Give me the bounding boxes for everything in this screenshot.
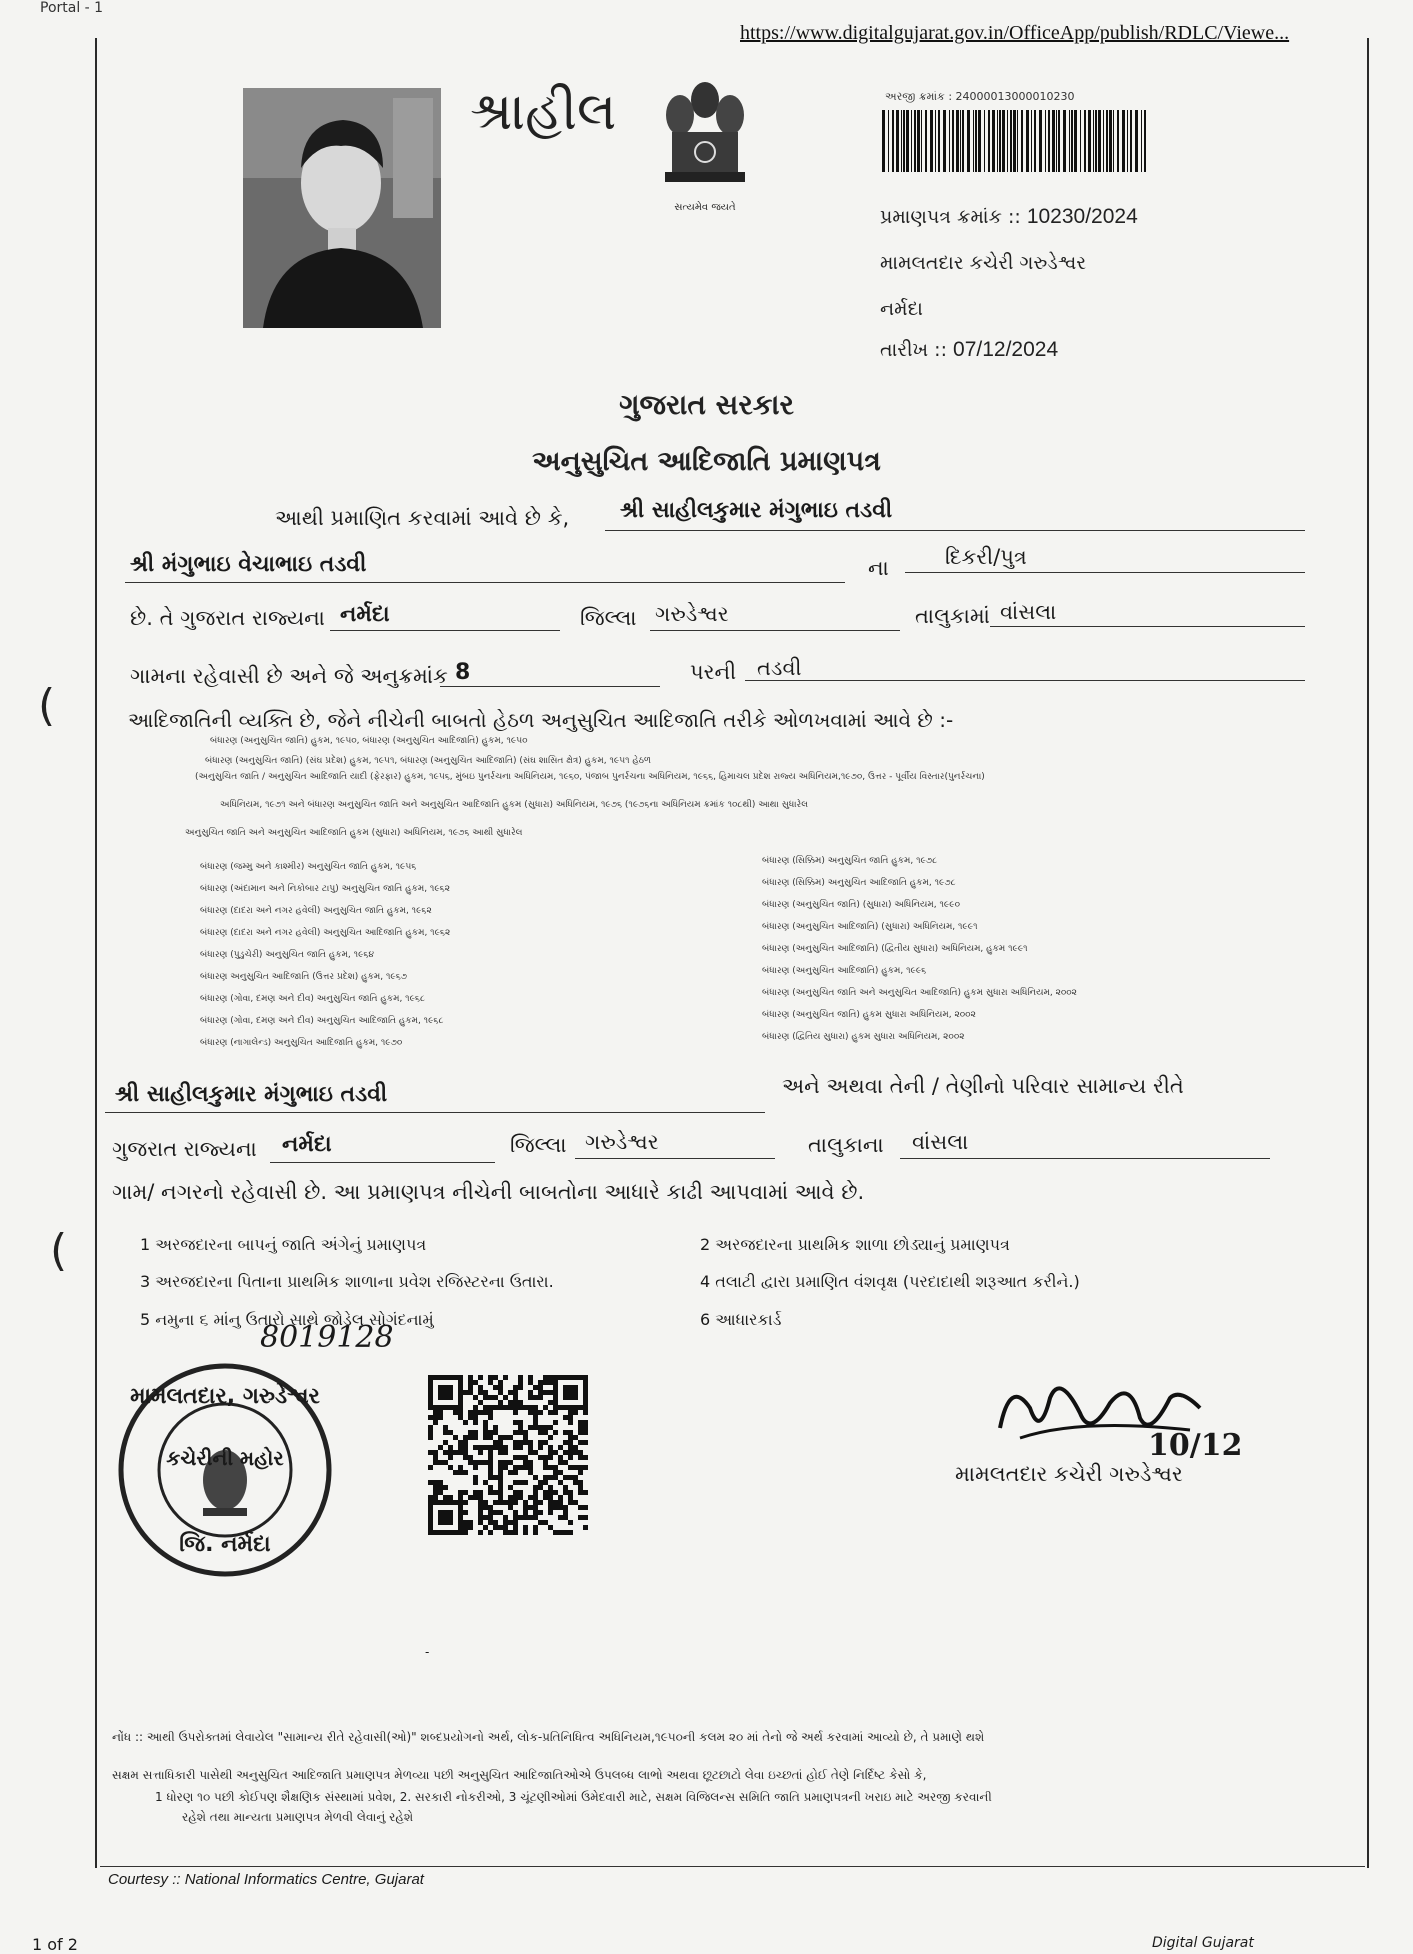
certificate-title: અનુસુચિત આદિજાતિ પ્રમાણપત્ર [532, 446, 881, 477]
document-item: 2 અરજદારના પ્રાથમિક શાળા છોડ્યાનું પ્રમાણપત્ર [700, 1235, 1010, 1254]
resident-text: ગામના રહેવાસી છે અને જે અનુક્રમાંક [130, 664, 448, 688]
seal-ring-text: મામલતદાર, ગરુડેશ્વર [130, 1384, 320, 1409]
date-row [880, 338, 1058, 362]
signing-office: મામલતદાર કચેરી ગરુડેશ્વર [955, 1462, 1183, 1486]
order-right-item: બંધારણ (અનુસુચિત આદિજાતિ) (સુધારા) અધિનિયમ, ૧૯૯૧ [762, 922, 978, 932]
relation-underline [905, 572, 1305, 573]
order-right-item: બંધારણ (અનુસુચિત આદિજાતિ) હુકમ, ૧૯૯૬ [762, 966, 927, 976]
issuing-district: નર્મદા [880, 298, 923, 320]
order-top-3: (અનુસુચિત જાતિ / અનુસુચિત આદિજાતિ યાદી (ફેરફાર) હુકમ, ૧૯૫૬, મુંબઇ પુનર્રચના અધિનિયમ, ૧૯૬૦, પંજાબ પુનર્રચના અધિનિયમ, ૧૯૬૬, હિમાચલ પ્રદેશ રાજ્ય અધિનિયમ,૧૯૭૦, ઉત્તર - પૂર્વીય વિસ્તાર(પુનર્રચના) [195, 772, 985, 782]
orders-right-list [762, 856, 1077, 1054]
order-left-item: બંધારણ (જમ્મુ અને કાશ્મીર) અનુસુચિત જાતિ હુકમ, ૧૯૫૬ [200, 862, 417, 872]
orders-left-list [200, 862, 450, 1060]
order-left-item: બંધારણ (પુડુચેરી) અનુસુચિત જાતિ હુકમ, ૧૯૬૪ [200, 950, 375, 960]
order-left-item: બંધારણ (નાગાલેન્ડ) અનુસુચિત આદિજાતિ હુકમ, ૧૯૭૦ [200, 1038, 403, 1048]
order-top-4: અધિનિયમ, ૧૯૭૧ અને બંધારણ અનુસુચિત જાતિ અને અનુસુચિત આદિજાતિ હુકમ (સુધારા) અધિનિયમ, ૧૯૭૬ (૧૯૭૬ના અધિનિયમ ક્રમાંક ૧૦૮થી) આથા સુધારેલ [220, 800, 808, 810]
order-left-item: બંધારણ (અંદામાન અને નિકોબાર ટાપુ) અનુસુચિત જાતિ હુકમ, ૧૯૬૨ [200, 884, 450, 894]
order-left-item: બંધારણ અનુસુચિત આદિજાતિ (ઉત્તર પ્રદેશ) હુકમ, ૧૯૬૭ [200, 972, 407, 982]
cert-no: 10230/2024 [1026, 205, 1138, 228]
tribe-text: આદિજાતિની વ્યક્તિ છે, જેને નીચેની બાબતો હેઠળ અનુસુચિત આદિજાતિ તરીકે ઓળખવામાં આવે છે :- [128, 708, 954, 732]
order-left-item: બંધારણ (દાદરા અને નગર હવેલી) અનુસુચિત જાતિ હુકમ, ૧૯૬૨ [200, 906, 432, 916]
cert-no-label: પ્રમાણપત્ર ક્રમાંક :: [880, 206, 1021, 228]
serial-underline [440, 686, 660, 687]
handwritten-number: 8019128 [260, 1320, 394, 1355]
order-right-item: બંધારણ (અનુસુચિત જાતિ) હુકમ સુધારા અધિનિયમ, ૨૦૦૨ [762, 1010, 976, 1020]
document-item: 3 અરજદારના પિતાના પ્રાથમિક શાળાના પ્રવેશ રજિસ્ટરના ઉતારા. [140, 1272, 554, 1291]
office-seal [115, 1360, 335, 1580]
applicant-name: શ્રી સાહીલકુમાર મંગુભાઇ તડવી [620, 498, 893, 523]
issuing-office: મામલતદાર કચેરી ગરુડેશ્વર [880, 252, 1087, 274]
applicant-signature: શ્રાહીલ [470, 82, 617, 142]
footer-note-2: સક્ષમ સત્તાધિકારી પાસેથી અનુસુચિત આદિજાતિ પ્રમાણપત્ર મેળવ્યા પછી અનુસુચિત આદિજાતિઓએ ઉપલબ્ધ લાભો અથવા છૂટછાટો લેવા ઇચ્છતાં હોઈ તેણે નિર્દિષ્ટ કેસો કે, [112, 1768, 927, 1782]
taluka-label: તાલુકામાં [915, 604, 990, 628]
second-district-underline [270, 1162, 495, 1163]
qr-code[interactable] [428, 1375, 588, 1535]
order-top-5: અનુસુચિત જાતિ અને અનુસુચિત આદિજાતિ હુકમ (સુધારા) અધિનિયમ, ૧૯૭૬ આથી સુધારેલ [185, 828, 523, 838]
hole-punch-mark: ( [38, 680, 56, 731]
footer-note-4: રહેશે તથા માન્યતા પ્રમાણપત્ર મેળવી લેવાનું રહેશે [182, 1810, 414, 1824]
order-right-item: બંધારણ (અનુસુચિત આદિજાતિ) (દ્વિતીય સુધારા) અધિનિયમ, હુકમ ૧૯૯૧ [762, 944, 1028, 954]
footer-divider [100, 1866, 1365, 1867]
order-right-item: બંધારણ (સિક્કિમ) અનુસુચિત આદિજાતિ હુકમ, ૧૯૭૮ [762, 878, 956, 888]
tribe-underline [745, 680, 1305, 681]
order-top-2: બંધારણ (અનુસુચિત જાતિ) (સંઘ પ્રદેશ) હુકમ, ૧૯૫૧, બંધારણ (અનુસુચિત આદિજાતિ) (સંઘ શાસિત ક્ષેત્ર) હુકમ, ૧૯૫૧ હેઠળ [205, 756, 652, 766]
digital-gujarat-text: Digital Gujarat [1152, 1935, 1254, 1951]
basis-text: ગામ/ નગરનો રહેવાસી છે. આ પ્રમાણપત્ર નીચેની બાબતોના આધારે કાઢી આપવામાં આવે છે. [112, 1180, 865, 1204]
second-applicant-name: શ્રી સાહીલકુમાર મંગુભાઇ તડવી [115, 1082, 388, 1107]
order-top-1: બંધારણ (અનુસુચિત જાતિ) હુકમ, ૧૯૫૦, બંધારણ (અનુસુચિત આદિજાતિ) હુકમ, ૧૯૫૦ [210, 736, 528, 746]
second-state-text: ગુજરાત રાજ્યના [112, 1137, 257, 1161]
name-underline [605, 530, 1305, 531]
second-village-value: વાંસલા [912, 1130, 969, 1154]
hole-punch-mark: ( [50, 1225, 68, 1276]
footer-note-1: નોંધ :: આથી ઉપરોક્તમાં લેવાયેલ "સામાન્ય રીતે રહેવાસી(ઓ)" શબ્દપ્રયોગનો અર્થ, લોક-પ્રતિનિધિત્વ અધિનિયમ,૧૯૫૦ની કલમ ૨૦ માં તેનો જે અર્થ કરવામાં આવ્યો છે, તે પ્રમાણે થશે [112, 1730, 985, 1744]
barcode [880, 110, 1150, 172]
second-name-underline [105, 1112, 765, 1113]
cert-no-row [880, 205, 1138, 229]
courtesy-text: Courtesy :: National Informatics Centre, Gujarat [108, 1871, 424, 1888]
na-text: ના [868, 556, 889, 580]
tribe-value: તડવી [757, 656, 802, 680]
document-item: 4 તલાટી દ્વારા પ્રમાણિત વંશવૃક્ષ (પરદાદાથી શરૂઆત કરીને.) [700, 1272, 1080, 1291]
date-label: તારીખ :: [880, 339, 947, 361]
order-right-item: બંધારણ (સિક્કિમ) અનુસુચિત જાતિ હુકમ, ૧૯૭૮ [762, 856, 938, 866]
second-district-value: નર્મદા [282, 1132, 332, 1157]
seal-bottom-text: જિ. નર્મદા [179, 1532, 271, 1557]
issue-date: 07/12/2024 [953, 338, 1059, 361]
order-right-item: બંધારણ (દ્વિતિય સુધારા) હુકમ સુધારા અધિનિયમ, ૨૦૦૨ [762, 1032, 965, 1042]
serial-number: 8 [455, 660, 471, 685]
father-name: શ્રી મંગુભાઇ વેચાભાઇ તડવી [130, 552, 367, 577]
state-text: છે. તે ગુજરાત રાજ્યના [130, 606, 325, 630]
second-taluka-underline [575, 1158, 775, 1159]
taluka-underline [650, 630, 900, 631]
second-village-underline [900, 1158, 1270, 1159]
order-right-item: બંધારણ (અનુસુચિત જાતિ અને અનુસુચિત આદિજાતિ) હુકમ સુધારા અધિનિયમ, ૨૦૦૨ [762, 988, 1077, 998]
order-right-item: બંધારણ (અનુસુચિત જાતિ) (સુધારા) અધિનિયમ, ૧૯૯૦ [762, 900, 960, 910]
national-emblem-icon [650, 70, 760, 220]
applicant-photo [243, 88, 441, 328]
document-item: 6 આધારકાર્ડ [700, 1310, 782, 1329]
source-url[interactable]: https://www.digitalgujarat.gov.in/OfficeApp/publish/RDLC/Viewe... [740, 22, 1290, 44]
district-value: નર્મદા [340, 602, 390, 627]
second-taluka-value: ગરુડેશ્વર [585, 1130, 659, 1154]
second-taluka-label: તાલુકાના [808, 1133, 884, 1157]
second-district-label: જિલ્લા [510, 1133, 567, 1157]
certify-text: આથી પ્રમાણિત કરવામાં આવે છે કે, [275, 506, 570, 530]
document-item: 5 નમુના ૬ માંનુ ઉતારો સાથે જોડેલ સોગંદનામું [140, 1310, 434, 1329]
corner-text: Portal - 1 [40, 0, 104, 16]
stray-mark: - [425, 1645, 430, 1659]
taluka-value: ગરુડેશ્વર [655, 602, 729, 626]
signature-date-scrawl: 10/12 [1148, 1428, 1243, 1463]
par-text: પરની [690, 660, 737, 684]
father-underline [125, 582, 845, 583]
relation: દિકરી/પુત્ર [945, 545, 1027, 569]
district-underline [330, 630, 560, 631]
village-underline [990, 626, 1305, 627]
government-title: ગુજરાત સરકાર [619, 388, 794, 421]
footer-note-3: 1 ધોરણ ૧૦ પછી કોઈપણ શૈક્ષણિક સંસ્થામાં પ્રવેશ, 2. સરકારી નોકરીઓ, 3 ચૂંટણીઓમાં ઉમેદવારી માટે, સક્ષમ વિજિલન્સ સમિતિ જાતિ પ્રમાણપત્રની ખરાઇ માટે અરજી કરવાની [155, 1790, 992, 1804]
page-number: 1 of 2 [32, 1935, 78, 1954]
emblem-caption: સત્યમેવ જયતે [674, 202, 736, 213]
order-left-item: બંધારણ (દાદરા અને નગર હવેલી) અનુસુચિત આદિજાતિ હુકમ, ૧૯૬૨ [200, 928, 451, 938]
document-item: 1 અરજદારના બાપનું જાતિ અંગેનું પ્રમાણપત્ર [140, 1235, 427, 1254]
family-text: અને અથવા તેની / તેણીનો પરિવાર સામાન્ય રીતે [782, 1074, 1184, 1098]
seal-center-text: કચેરીની મહોર [166, 1446, 284, 1470]
district-label: જિલ્લા [580, 606, 637, 630]
barcode-label: અરજી ક્રમાંક : 24000013000010230 [885, 90, 1075, 103]
order-left-item: બંધારણ (ગોવા, દમણ અને દીવ) અનુસુચિત જાતિ હુકમ, ૧૯૬૮ [200, 994, 425, 1004]
order-left-item: બંધારણ (ગોવા, દમણ અને દીવ) અનુસુચિત આદિજાતિ હુકમ, ૧૯૬૮ [200, 1016, 444, 1026]
village-value: વાંસલા [1000, 600, 1057, 624]
